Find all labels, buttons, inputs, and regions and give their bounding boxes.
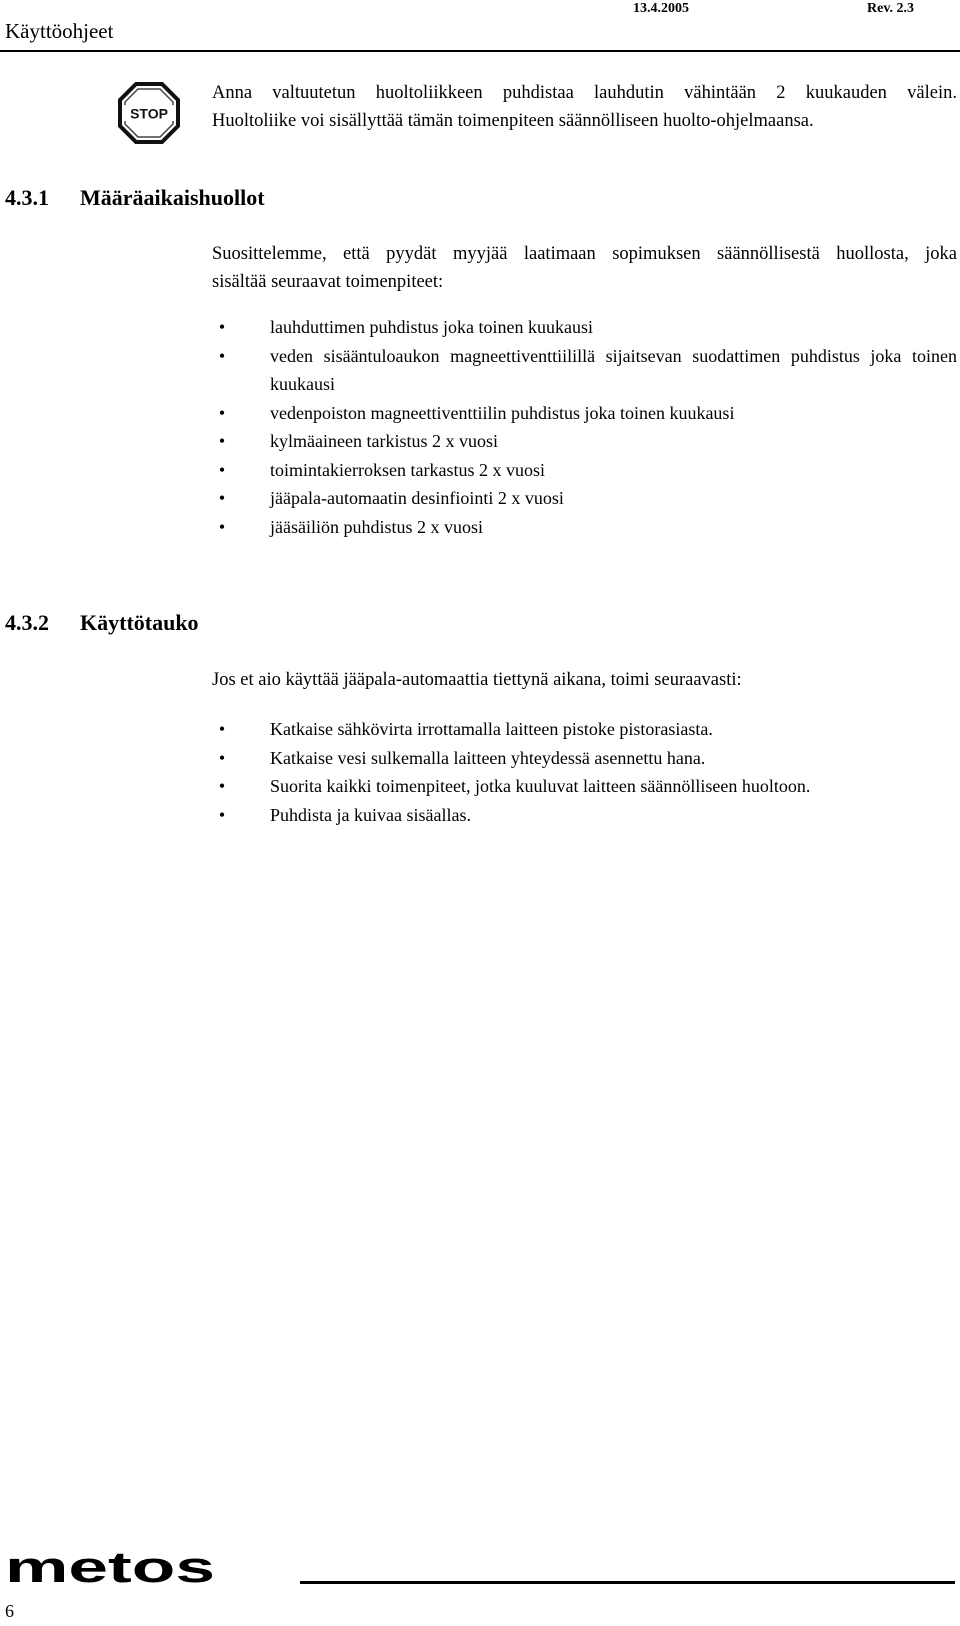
list-item	[212, 801, 957, 830]
bullet-icon: •	[218, 747, 226, 768]
section-title: Määräaikaishuollot	[80, 185, 265, 210]
list-item	[212, 399, 957, 428]
intro-line: Suosittelemme, että pyydät myyjää laatimaan sopimuksen säännöllisestä huollosta, joka	[212, 244, 957, 264]
logo-text: metos	[5, 1552, 215, 1586]
stop-sign-text: STOP	[130, 105, 168, 122]
list-item-text: lauhduttimen puhdistus joka toinen kuukausi	[270, 317, 593, 337]
list-item-text: toimintakierroksen tarkastus 2 x vuosi	[270, 459, 545, 480]
list-item	[212, 313, 957, 342]
downtime-list	[212, 715, 957, 829]
bullet-icon: •	[218, 431, 226, 451]
header-divider	[0, 50, 960, 52]
notice-line: Anna valtuutetun huoltoliikkeen puhdistaa lauhdutin vähintään 2 kuukauden välein.	[212, 83, 957, 103]
section-title: Käyttötauko	[80, 610, 199, 635]
bullet-icon: •	[218, 804, 226, 825]
list-item	[212, 715, 957, 744]
list-item	[212, 772, 957, 801]
bullet-icon: •	[218, 459, 226, 480]
list-item	[212, 484, 957, 513]
bullet-icon: •	[218, 719, 226, 739]
list-item-text: vedenpoiston magneettiventtiilin puhdistus joka toinen kuukausi	[270, 402, 735, 423]
section-heading-downtime	[5, 609, 199, 637]
notice-paragraph	[212, 79, 957, 135]
section-intro	[212, 240, 957, 296]
bullet-icon: •	[218, 516, 226, 537]
list-item-text: veden sisääntuloaukon magneettiventtiilillä sijaitsevan suodattimen puhdistus joka toinen kuukausi	[270, 345, 957, 394]
list-item	[212, 456, 957, 485]
bullet-icon: •	[218, 317, 226, 337]
stop-sign-icon	[118, 82, 180, 144]
list-item-text: Katkaise vesi sulkemalla laitteen yhteydessä asennettu hana.	[270, 747, 706, 768]
list-item-text: Suorita kaikki toimenpiteet, jotka kuuluvat laitteen säännölliseen huoltoon.	[270, 776, 811, 796]
bullet-icon: •	[218, 776, 226, 796]
maintenance-list	[212, 313, 957, 541]
list-item-text: Puhdista ja kuivaa sisäallas.	[270, 804, 471, 825]
intro-line: Jos et aio käyttää jääpala-automaattia tiettynä aikana, toimi seuraavasti:	[212, 670, 742, 690]
intro-line: sisältää seuraavat toimenpiteet:	[212, 272, 444, 292]
list-item	[212, 513, 957, 542]
footer-divider	[300, 1581, 955, 1584]
list-item-text: jääsäiliön puhdistus 2 x vuosi	[270, 516, 483, 537]
list-item-text: jääpala-automaatin desinfiointi 2 x vuosi	[270, 488, 564, 508]
list-item-text: Katkaise sähkövirta irrottamalla laitteen pistoke pistorasiasta.	[270, 719, 713, 739]
page-number: 6	[5, 1601, 14, 1621]
document-date: 13.4.2005	[633, 1, 689, 16]
section-number: 4.3.2	[5, 610, 49, 635]
section-intro	[212, 666, 957, 694]
notice-line: Huoltoliike voi sisällyttää tämän toimenpiteen säännölliseen huolto-ohjelmaansa.	[212, 111, 814, 131]
list-item	[212, 342, 957, 399]
document-title: Käyttöohjeet	[5, 19, 114, 43]
list-item	[212, 744, 957, 773]
metos-logo	[5, 1552, 217, 1586]
document-revision: Rev. 2.3	[867, 1, 915, 16]
bullet-icon: •	[218, 488, 226, 508]
section-number: 4.3.1	[5, 185, 49, 210]
bullet-icon: •	[218, 345, 226, 366]
section-heading-maintenance	[5, 184, 265, 212]
list-item-text: kylmäaineen tarkistus 2 x vuosi	[270, 431, 498, 451]
bullet-icon: •	[218, 402, 226, 423]
list-item	[212, 427, 957, 456]
